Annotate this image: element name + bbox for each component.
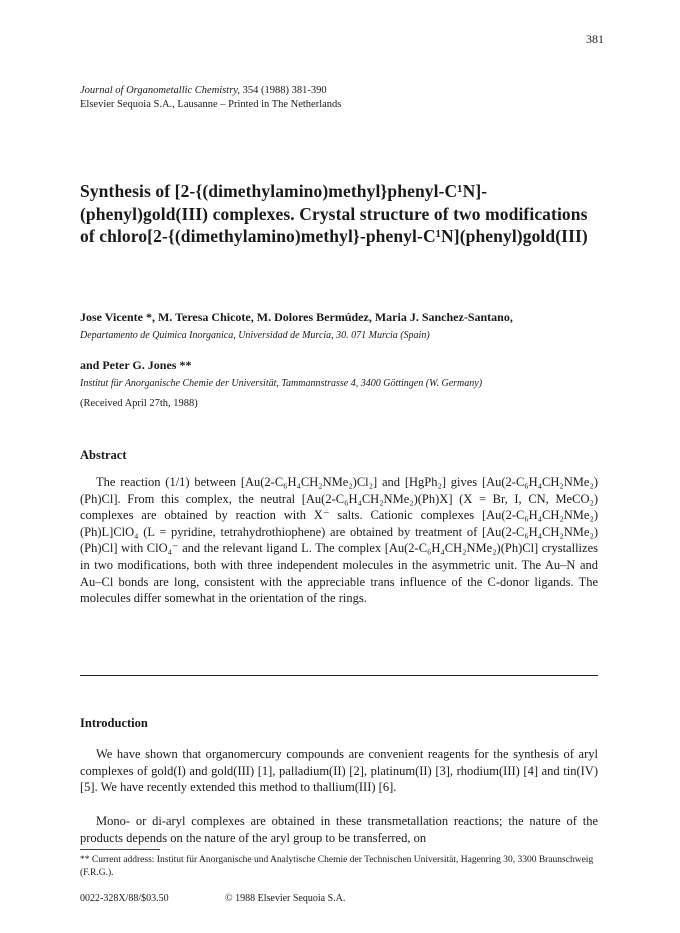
author-list-second: and Peter G. Jones **: [80, 358, 192, 372]
journal-name: Journal of Organometallic Chemistry,: [80, 85, 241, 96]
abstract-heading: Abstract: [80, 448, 127, 462]
journal-citation: [80, 84, 341, 112]
article-title: Synthesis of [2-{(dimethylamino)methyl}phenyl-C¹N]-(phenyl)gold(III) complexes. Crystal structure of two modifications of chloro[2-{(dimethylamino)methyl}-phenyl-C¹N](phenyl)gold(III): [80, 181, 588, 246]
author-list: Jose Vicente *, M. Teresa Chicote, M. Dolores Bermúdez, Maria J. Sanchez-Santano,: [80, 310, 513, 324]
affiliation-murcia: Departamento de Quimica Inorganica, Universidad de Murcia, 30. 071 Murcia (Spain): [80, 330, 430, 341]
affiliation-gottingen: Institut für Anorganische Chemie der Universität, Tammannstrasse 4, 3400 Göttingen (W. Germany): [80, 378, 483, 389]
copyright-line: [80, 893, 480, 904]
page-number: 381: [586, 32, 604, 46]
publisher-line: Elsevier Sequoia S.A., Lausanne – Printed in The Netherlands: [80, 99, 342, 110]
footnote-divider: [80, 849, 160, 850]
introduction-paragraph: We have shown that organomercury compounds are convenient reagents for the synthesis of aryl complexes of gold(I) and gold(III) [1], palladium(II) [2], platinum(II) [3], rhodium(III) [4] and tin(IV) [5]. We have recently extended this method to thallium(III) [6].: [80, 747, 598, 795]
section-divider: [80, 675, 598, 676]
received-date: (Received April 27th, 1988): [80, 398, 198, 409]
introduction-heading: Introduction: [80, 716, 148, 730]
journal-issue: 354 (1988) 381-390: [242, 85, 327, 96]
issn-code: 0022-328X/88/$03.50: [80, 893, 169, 904]
introduction-paragraph: Mono- or di-aryl complexes are obtained in these transmetallation reactions; the nature of the products depends on the nature of the aryl group to be transferred, on: [80, 814, 598, 845]
copyright-notice: © 1988 Elsevier Sequoia S.A.: [225, 893, 346, 904]
footnote: ** Current address: Institut für Anorganische und Analytische Chemie der Technischen Universität, Hagenring 30, 3300 Braunschweig (F.R.G.).: [80, 855, 594, 878]
abstract-text: The reaction (1/1) between [Au(2-C₆H₄CH₂NMe₂)Cl₂] and [HgPh₂] gives [Au(2-C₆H₄CH₂NMe₂)(Ph)Cl]. From this complex, the neutral [Au(2-C₆H₄CH₂NMe₂)(Ph)X] (X = Br, I, CN, MeCO₂) complexes are obtained by reaction with X⁻ salts. Cationic complexes [Au(2-C₆H₄CH₂NMe₂)(Ph)L]ClO₄ (L = pyridine, tetrahydrothiophene) are obtained by treatment of [Au(2-C₆H₄CH₂NMe₂)(Ph)Cl] with ClO₄⁻ and the relevant ligand L. The complex [Au(2-C₆H₄CH₂NMe₂)(Ph)Cl] crystallizes in two modifications, both with three independent molecules in the asymmetric unit. The Au–N and Au–Cl bonds are long, consistent with the appreciable trans influence of the C-donor ligands. The molecules differ somewhat in the orientation of the rings.: [80, 475, 598, 606]
